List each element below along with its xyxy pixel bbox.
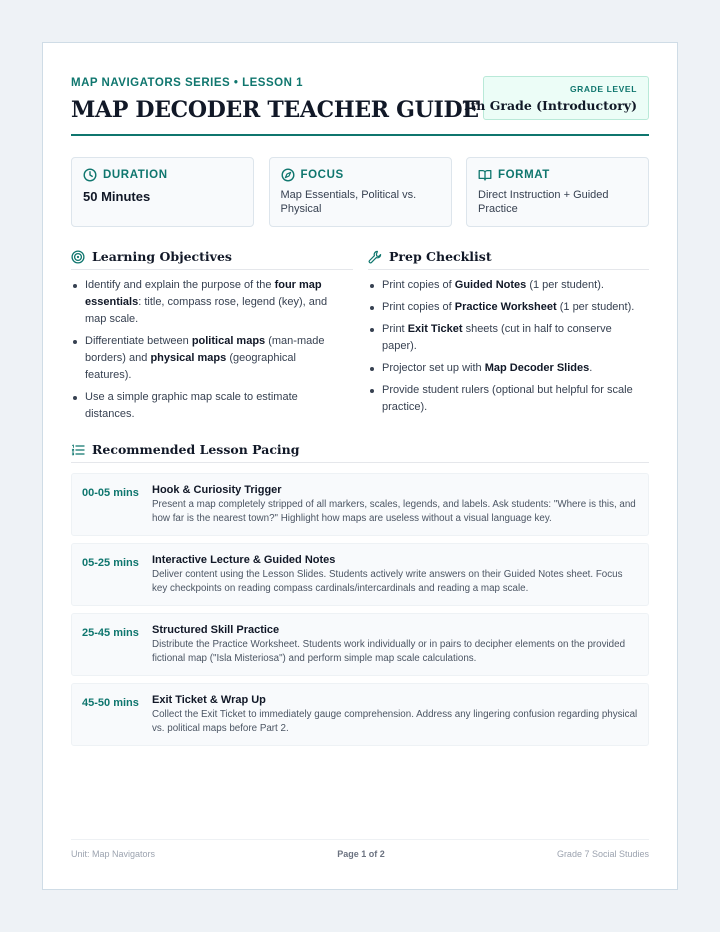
list-item: Use a simple graphic map scale to estimate distances. [71, 389, 343, 423]
footer-page-number: Page 1 of 2 [337, 849, 385, 859]
pacing-time: 25-45 mins [82, 627, 139, 639]
footer-course: Grade 7 Social Studies [556, 849, 649, 859]
overview-cards [71, 157, 649, 227]
list-item: Projector set up with Map Decoder Slides. [368, 360, 644, 377]
series-label: MAP NAVIGATORS SERIES • LESSON 1 [71, 77, 303, 89]
compass-icon [281, 168, 295, 182]
pacing-activity-title: Exit Ticket & Wrap Up [152, 694, 266, 706]
pacing-activity-title: Structured Skill Practice [152, 624, 280, 636]
objectives-title: Learning Objectives [92, 249, 232, 264]
page-title: MAP DECODER TEACHER GUIDE [71, 97, 479, 123]
pacing-activity-title: Hook & Curiosity Trigger [152, 484, 282, 496]
pacing-heading [71, 442, 300, 457]
duration-label: DURATION [103, 169, 168, 181]
guide-page [42, 42, 678, 890]
list-item: Provide student rulers (optional but helpful for scale practice). [368, 382, 644, 416]
clock-icon [83, 168, 97, 182]
pacing-time: 45-50 mins [82, 697, 139, 709]
pacing-list [71, 473, 649, 753]
prep-list [368, 277, 644, 421]
grade-level-label: GRADE LEVEL [569, 84, 637, 94]
pacing-time: 00-05 mins [82, 487, 139, 499]
prep-title: Prep Checklist [389, 249, 492, 264]
pacing-activity-desc: Deliver content using the Lesson Slides. Students actively write answers on their Guided Notes sheet. Focus key checkpoints on reading compass cardinals/intercardinals and reading a map scale. [152, 569, 623, 594]
pacing-activity-desc: Distribute the Practice Worksheet. Students work individually or in pairs to decipher elements on the provided fictional map ("Isla Misteriosa") and perform simple map scale calculations. [152, 639, 626, 664]
focus-card [269, 157, 452, 227]
pacing-activity-desc: Present a map completely stripped of all markers, scales, legends, and labels. Ask students: "Where is this, and how far is the nearest town?" Highlight how maps are useless without a visual language key. [152, 499, 636, 524]
objectives-list [71, 277, 343, 428]
objectives-heading [71, 249, 232, 264]
footer-divider [71, 839, 649, 840]
pacing-row [71, 683, 649, 746]
focus-value: Map Essentials, Political vs. Physical [280, 189, 417, 215]
header-divider [71, 134, 649, 136]
wrench-icon [368, 250, 382, 264]
pacing-time: 05-25 mins [82, 557, 139, 569]
prep-heading [368, 249, 492, 264]
book-icon [478, 168, 492, 182]
list-item: Print Exit Ticket sheets (cut in half to conserve paper). [368, 321, 644, 355]
pacing-title: Recommended Lesson Pacing [92, 442, 300, 457]
pacing-row [71, 543, 649, 606]
pacing-divider [71, 462, 649, 463]
pacing-activity-desc: Collect the Exit Ticket to immediately gauge comprehension. Address any lingering confusion regarding physical vs. political maps before Part 2. [152, 709, 638, 734]
format-label: FORMAT [498, 169, 550, 181]
format-value: Direct Instruction + Guided Practice [478, 189, 609, 215]
list-item: Print copies of Practice Worksheet (1 per student). [368, 299, 644, 316]
footer-unit: Unit: Map Navigators [71, 849, 156, 859]
pacing-row [71, 473, 649, 536]
format-card [466, 157, 649, 227]
focus-label: FOCUS [300, 169, 344, 181]
grade-level-badge [461, 76, 649, 120]
list-item: Identify and explain the purpose of the four map essentials: title, compass rose, legend (key), and map scale. [71, 277, 343, 328]
list-item: Differentiate between political maps (man-made borders) and physical maps (geographical features). [71, 333, 343, 384]
list-icon [71, 443, 85, 457]
prep-divider [368, 269, 649, 270]
target-icon [71, 250, 85, 264]
objectives-divider [71, 269, 353, 270]
duration-value: 50 Minutes [83, 189, 151, 204]
pacing-row [71, 613, 649, 676]
pacing-activity-title: Interactive Lecture & Guided Notes [152, 554, 336, 566]
list-item: Print copies of Guided Notes (1 per student). [368, 277, 644, 294]
duration-card [71, 157, 254, 227]
grade-level-value: 7th Grade (Introductory) [461, 98, 637, 113]
